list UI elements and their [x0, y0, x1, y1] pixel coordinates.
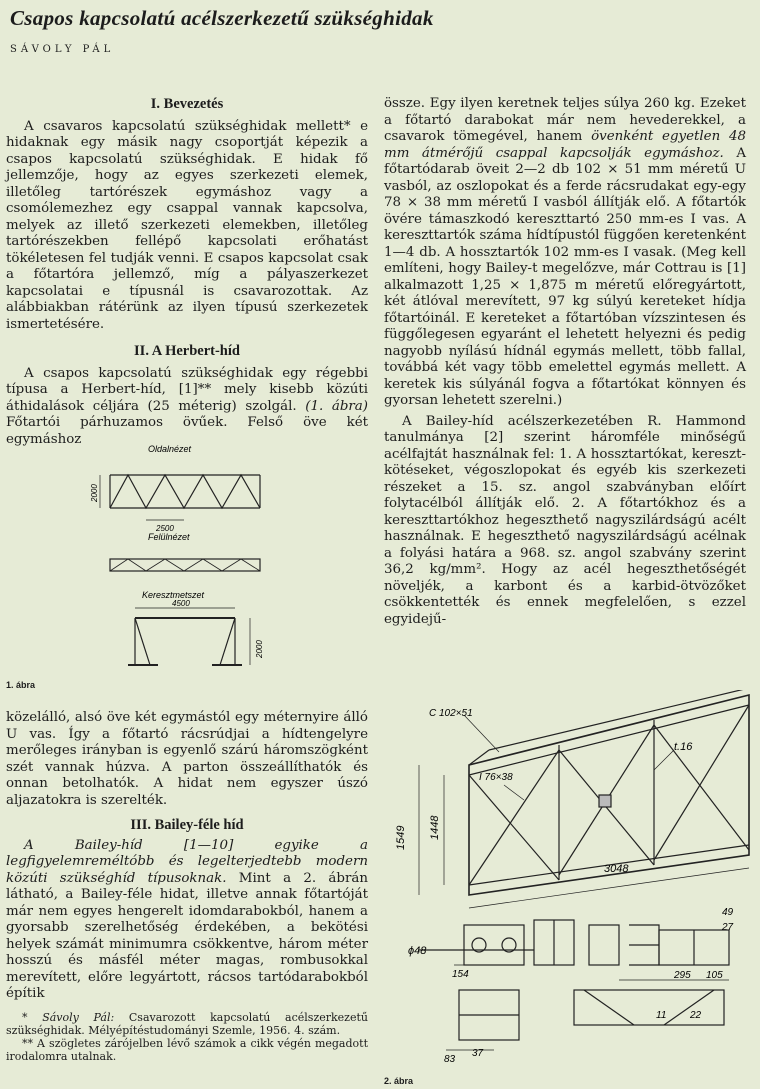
herbert-heading: II. A Herbert-híd	[134, 343, 240, 359]
figure-2-label: 2. ábra	[384, 1076, 414, 1086]
fig2-dim-3048: 3048	[604, 863, 629, 875]
right-paragraph-1	[384, 96, 746, 410]
fig1-dim-height: 2000	[90, 484, 99, 502]
footnote-2: ** A szögletes zárójelben lévő számok a cikk végén megadott irodalomra utalnak.	[6, 1036, 368, 1063]
right-paragraph-2: A Bailey-híd acélszerkezetében R. Hammond tanulmánya [2] szerint háromféle minőségű acélfajtát használnak fel: 1. A hossztartókat, kereszt-kötéseket, végoszlopokat és egyéb kis szerkezeti részeket a 15. sz. angol szabványban előírt folytacélból állítják elő. 2. A főtartókhoz és a kereszttartókhoz hegeszthető nagyszilárdságú acélt használnak. E hegeszthető nagyszilárdságú acélnak a folyási határa a 968. sz. angol szabvány szerint 36,2 kg/mm². Hogy az acél hegeszthetőségét növeljék, a karbont és a karbid-ötvözőket csökkentették és ennek megfelelően, s ezzel egyidejű-	[384, 413, 746, 627]
fig1-dim-cs-height: 2000	[255, 640, 264, 658]
herbert-paragraph	[6, 366, 368, 449]
fig1-side-view-label: Oldalnézet	[148, 444, 192, 454]
fig2-dim-d48: ϕ48	[408, 945, 427, 957]
bailey-emphasis: A Bailey-híd [1—10] egyike a legfigyelemreméltóbb és legelterjedtebb modern közúti szükséghíd típusoknak.	[6, 837, 368, 886]
herbert-continuation: közelálló, alsó öve két egymástól egy méternyire álló U vas. Így a főtartó rácsrúdjai a hídtengelyre merőleges irányban is egyenlő szárú háromszögként szét vannak húzva. A parton összeállíthatók és onnan betolhatók. A hidat nem egyszer úszó aljazatokra is szerelték.	[6, 710, 368, 808]
figure-1-drawing	[90, 440, 290, 690]
fig2-i-profile-label: I 76×38	[479, 772, 513, 783]
bailey-text: Mint a 2. ábrán látható, a Bailey-féle hidat, illetve annak főtartóját már nem egyes hengerelt idomdarabokból, hanem a gyorsabb szerelhetőség érdekében, a bekötési helyek számát minimumra csökkentve, három méter hosszú és másfél méter magas, rombusokkal merevített, előre legyártott, rácsos tartódarabokból építik	[6, 870, 368, 1001]
bailey-paragraph	[6, 838, 368, 1003]
fig2-dim-27: 27	[722, 922, 734, 933]
author-name: SÁVOLY PÁL	[10, 44, 115, 55]
right-p1-text-a: össze. Egy ilyen keretnek teljes súlya 260 kg. Ezeket a főtartó darabokat már nem hevederekkel, a csavarok tömegével, hanem	[384, 96, 746, 144]
article-title: Csapos kapcsolatú acélszerkezetű szükséghidak	[10, 6, 434, 30]
fig2-dim-295: 295	[674, 970, 691, 981]
right-column	[384, 96, 746, 628]
footnote-1-text: Csavarozott kapcsolatú acélszerkezetű szükséghidak. Mélyépítéstudományi Szemle, 1956. 4. szám.	[6, 1010, 368, 1037]
fig2-dim-154: 154	[452, 969, 469, 980]
figure-2-drawing	[384, 690, 754, 1080]
left-column-top	[6, 96, 368, 448]
fig2-c-profile-label: C 102×51	[429, 708, 473, 719]
footnote-1-marker: *	[22, 1010, 43, 1024]
left-column-bottom	[6, 710, 368, 1063]
fig2-dim-49: 49	[722, 907, 734, 918]
bailey-heading: III. Bailey-féle híd	[130, 817, 244, 833]
intro-heading: I. Bevezetés	[150, 96, 224, 112]
right-p1-emphasis: övenként egyetlen 48 mm átmérőjű csappal kapcsolják egymáshoz.	[384, 129, 746, 161]
fig2-dim-83: 83	[444, 1054, 456, 1065]
fig2-dim-11: 11	[656, 1010, 667, 1021]
footnotes	[6, 1011, 368, 1063]
herbert-text-a: A csapos kapcsolatú szükséghidak egy régebbi típusa a Herbert-híd, [1]** mely kisebb közúti áthidalások céljára (25 méterig) szolgál.	[6, 365, 368, 414]
footnote-1-author: Sávoly Pál:	[42, 1010, 115, 1024]
herbert-text-b: Főtartói párhuzamos övűek. Felső öve két egymáshoz	[6, 415, 368, 447]
figure-1-label: 1. ábra	[6, 680, 36, 690]
fig1-dim-panel: 2500	[156, 524, 174, 533]
fig2-dim-1549: 1549	[395, 825, 407, 850]
intro-paragraph: A csavaros kapcsolatú szükséghidak mellett* e hidaknak egy másik nagy csoportját képezik a csapos kapcsolatú szükséghidak. E hidak fő jellemzője, hogy az egyes szerkezeti elemek, illetőleg tartórészek egymáshoz vagy a csomólemezhez egy csappal vannak kapcsolva, melyek az illető szerkezeti elemekben, illetőleg tartórészekben fellépő kapcsolati erőhatást tökéletesen fel tudják venni. E csapos kapcsolat csak a főtartóra jellemző, míg a pályaszerkezet kapcsolatai e típusnál is csavarozottak. Az alábbiakban rátérünk az ilyen típusú szerkezetek ismertetésére.	[6, 118, 368, 332]
fig1-cross-section-label: Keresztmetszet	[142, 590, 205, 600]
fig2-dim-37: 37	[472, 1048, 484, 1059]
herbert-figure-ref: (1. ábra)	[305, 398, 369, 414]
footnote-1	[6, 1011, 368, 1037]
fig1-top-view-label: Felülnézet	[148, 532, 190, 542]
fig2-dim-22: 22	[690, 1010, 702, 1021]
fig2-plate-label: t.16	[674, 741, 693, 753]
fig2-dim-105: 105	[706, 970, 723, 981]
fig2-dim-1448: 1448	[429, 815, 441, 840]
right-p1-text-b: A főtartódarab öveit 2—2 db 102 × 51 mm méretű U vasból, az oszlopokat és a ferde rácsrudakat egy-egy 78 × 38 mm méretű I vasból állítják elő. A főtartók övére támaszkodó kereszttartó 250 mm-es I vas. A kereszttartók száma hídtípustól függően keretenként 1—4 db. A hossztartók 102 mm-es I vasak. (Meg kell említeni, hogy Bailey-t megelőzve, már Cottrau is [1] alkalmazott 1,25 × 1,875 m méretű előregyártott, két átlóval merevített, 97 kg súlyú kereteket hídja főtartóinál. E kereteket a főtartóban vízszintesen és függőlegesen egyaránt el lehetett helyezni és pedig nagyobb nyílású hídnál egymás mellett, több fallal, továbbá két vagy több emelettel egymás mellett. A keretek kis súlyánál fogva a főtartókat könnyen és gyorsan lehetett szerelni.)	[384, 145, 746, 408]
fig1-dim-width: 4500	[172, 599, 190, 608]
